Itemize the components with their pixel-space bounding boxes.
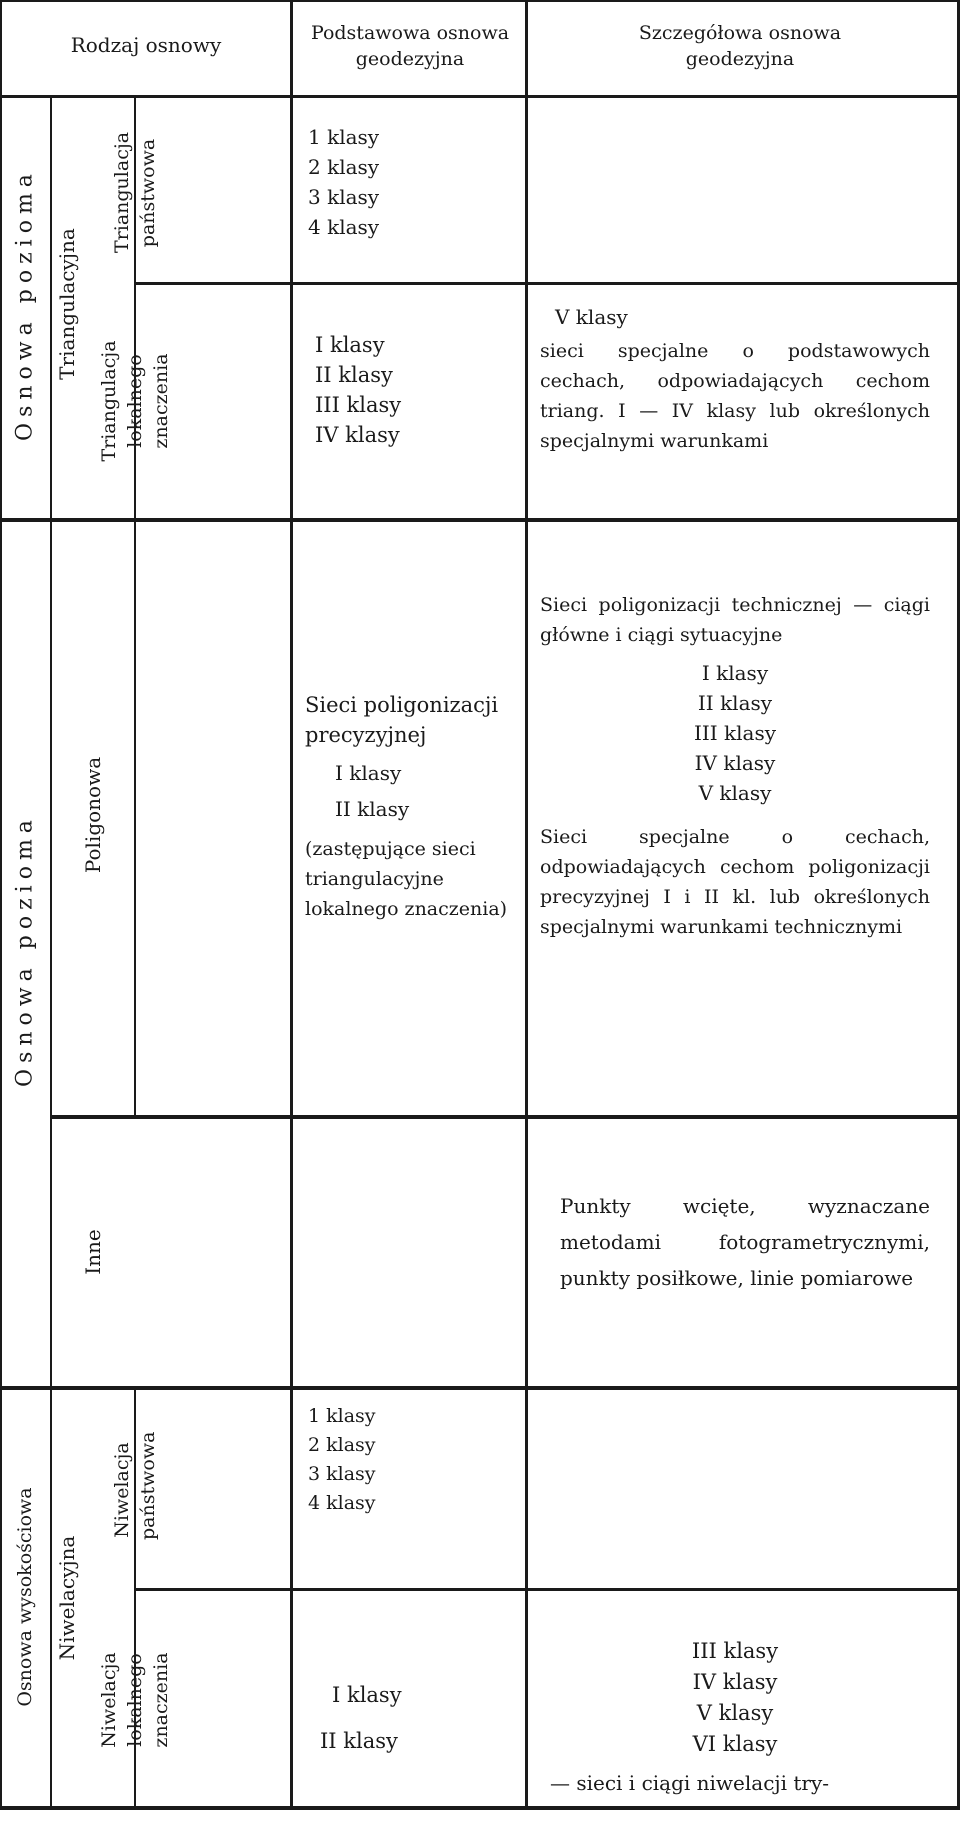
section1-row1-basic xyxy=(308,122,379,242)
section3-row1-basic xyxy=(308,1402,376,1518)
list-item: V klasy xyxy=(698,781,772,805)
list-item: IV klasy xyxy=(694,751,776,775)
list-item: I klasy xyxy=(315,333,385,357)
list-item: 3 klasy xyxy=(308,1463,376,1485)
list-item: III klasy xyxy=(693,721,777,745)
list-item: III klasy xyxy=(315,393,402,417)
list-item: III klasy xyxy=(691,1639,779,1663)
section2-row1-detail-list xyxy=(540,658,930,808)
section2-label: Osnowa pozioma xyxy=(12,814,38,1087)
list-item: II klasy xyxy=(335,797,410,821)
list-item: II klasy xyxy=(315,363,393,387)
section2-row1-basic-title: Sieci poligonizacji precyzyjnej xyxy=(305,693,499,747)
section3-row1-label xyxy=(85,1400,185,1580)
section2-row2-detail-text: Punkty wcięte, wyznaczane metodami fotogrametrycznymi, punkty posiłkowe, linie pomiarowe xyxy=(560,1194,930,1290)
header-kind: Rodzaj osnowy xyxy=(70,33,222,57)
section2-row1-detail xyxy=(540,590,930,942)
list-item: II klasy xyxy=(697,691,773,715)
list-item: 2 klasy xyxy=(308,1434,376,1456)
section1-row2-basic xyxy=(315,330,401,450)
list-item: 4 klasy xyxy=(308,1492,376,1514)
section3-row2-detail-tail: — sieci i ciągi niwelacji try- xyxy=(550,1771,830,1795)
section3-row2-basic xyxy=(320,1680,402,1756)
list-item: V klasy xyxy=(696,1701,774,1725)
section1-row2-detail-text: sieci specjalne o podstawowych cechach, odpowiadających cechom triang. I — IV klasy lub określonych specjalnymi warunkami xyxy=(540,340,930,452)
list-item: 1 klasy xyxy=(308,1405,376,1427)
list-item: IV klasy xyxy=(692,1670,778,1694)
list-item: 4 klasy xyxy=(308,215,380,239)
section2-row1-detail-intro: Sieci poligonizacji technicznej — ciągi główne i ciągi sytuacyjne xyxy=(540,594,930,646)
section3-row2-label-text: Niwelacja lokalnego znaczenia xyxy=(98,1652,172,1748)
section3-row2-detail xyxy=(540,1636,930,1799)
section1-row2-detail-title: V klasy xyxy=(555,305,628,329)
section1-subtype: Triangulacyjna xyxy=(55,228,79,380)
list-item: I klasy xyxy=(332,1683,402,1707)
header-detail: Szczegółowa osnowa geodezyjna xyxy=(638,22,842,70)
section3-row1-label-text: Niwelacja państwowa xyxy=(111,1431,159,1540)
section3-label: Osnowa wysokościowa xyxy=(14,1487,36,1707)
section1-row2-label xyxy=(80,261,190,541)
section3-row2-detail-list xyxy=(540,1636,930,1760)
header-basic: Podstawowa osnowa geodezyjna xyxy=(310,22,510,70)
section3-row2-label xyxy=(80,1575,190,1825)
section2-row1-label: Poligonowa xyxy=(81,756,105,874)
section1-row1-label-text: Triangulacja państwowa xyxy=(111,131,159,253)
list-item: 1 klasy xyxy=(308,125,380,149)
section2-row1-basic xyxy=(305,690,520,924)
list-item: IV klasy xyxy=(315,423,400,447)
list-item: I klasy xyxy=(701,661,769,685)
section3-subtype: Niwelacyjna xyxy=(55,1535,79,1661)
list-item: 2 klasy xyxy=(308,155,380,179)
section1-label: Osnowa pozioma xyxy=(12,168,38,441)
section2-row1-basic-note: (zastępujące sieci triangulacyjne lokalnego znaczenia) xyxy=(305,838,508,920)
section1-row2-label-text: Triangulacja lokalnego znaczenia xyxy=(98,340,172,462)
list-item: 3 klasy xyxy=(308,185,380,209)
list-item: VI klasy xyxy=(692,1732,778,1756)
list-item: I klasy xyxy=(335,761,402,785)
section2-row2-label: Inne xyxy=(81,1229,105,1275)
section2-row1-detail-text: Sieci specjalne o cechach, odpowiadających cechom poligonizacji precyzyjnej I i II kl. lub określonych specjalnymi warunkami technicznymi xyxy=(540,826,930,938)
list-item: II klasy xyxy=(320,1729,398,1753)
